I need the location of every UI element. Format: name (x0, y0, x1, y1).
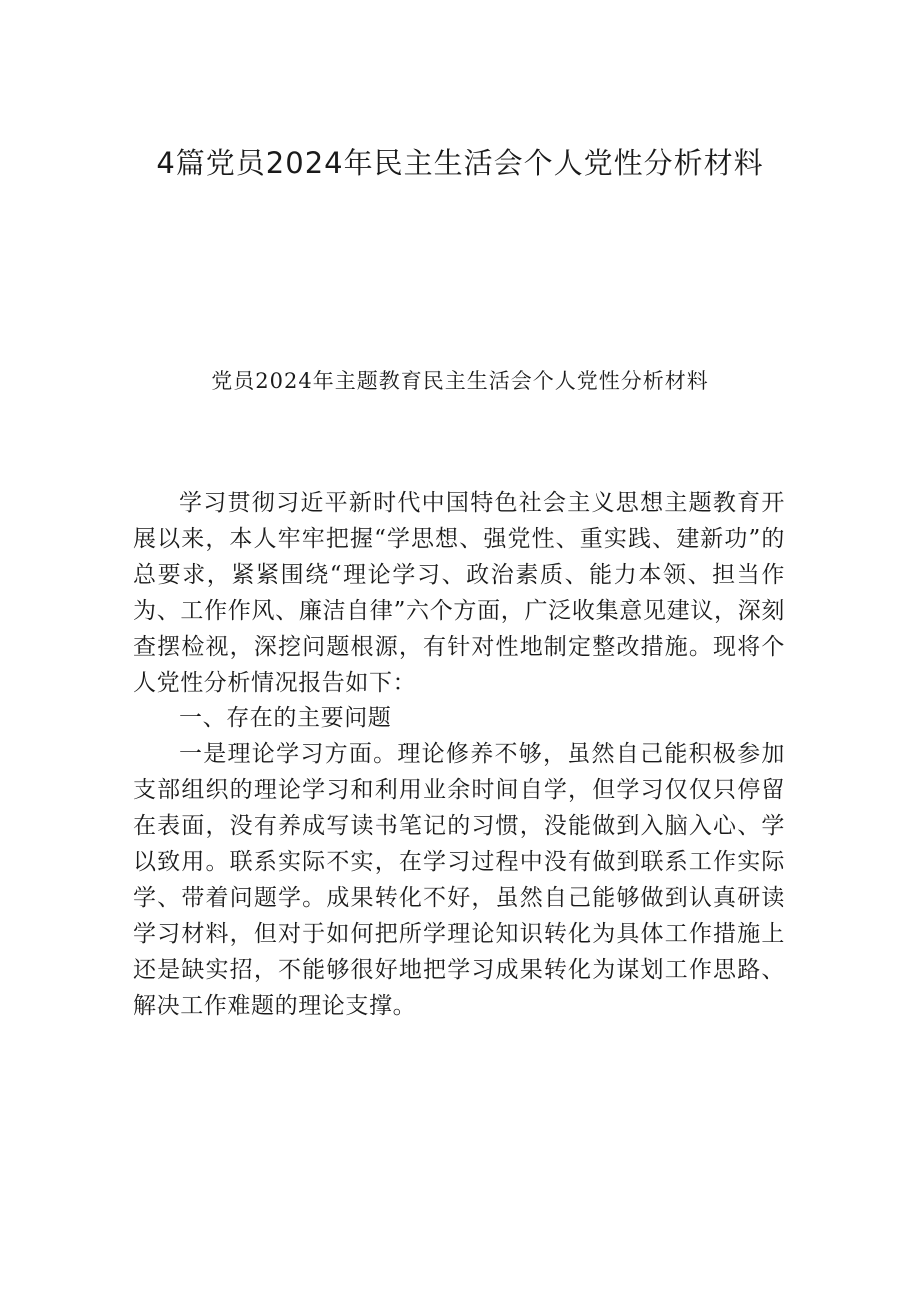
body-paragraph: 一是理论学习方面。理论修养不够，虽然自己能积极参加支部组织的理论学习和利用业余时间自学，但学习仅仅只停留在表面，没有养成写读书笔记的习惯，没能做到入脑入心、学以致用。联系实际不实，在学习过程中没有做到联系工作实际学、带着问题学。成果转化不好，虽然自己能够做到认真研读学习材料，但对于如何把所学理论知识转化为具体工作措施上还是缺实招，不能够很好地把学习成果转化为谋划工作思路、解决工作难题的理论支撑。 (133, 741, 785, 1019)
intro-paragraph: 学习贯彻习近平新时代中国特色社会主义思想主题教育开展以来，本人牢牢把握“学思想、强党性、重实践、建新功”的总要求，紧紧围绕“理论学习、政治素质、能力本领、担当作为、工作作风、廉洁自律”六个方面，广泛收集意见建议，深刻查摆检视，深挖问题根源，有针对性地制定整改措施。现将个人党性分析情况报告如下： (133, 490, 785, 696)
section-heading: 一、存在的主要问题 (179, 705, 392, 732)
document-title: 4篇党员2024年民主生活会个人党性分析材料 (156, 146, 764, 180)
section-title: 党员2024年主题教育民主生活会个人党性分析材料 (211, 369, 709, 393)
document-body (133, 486, 785, 1025)
